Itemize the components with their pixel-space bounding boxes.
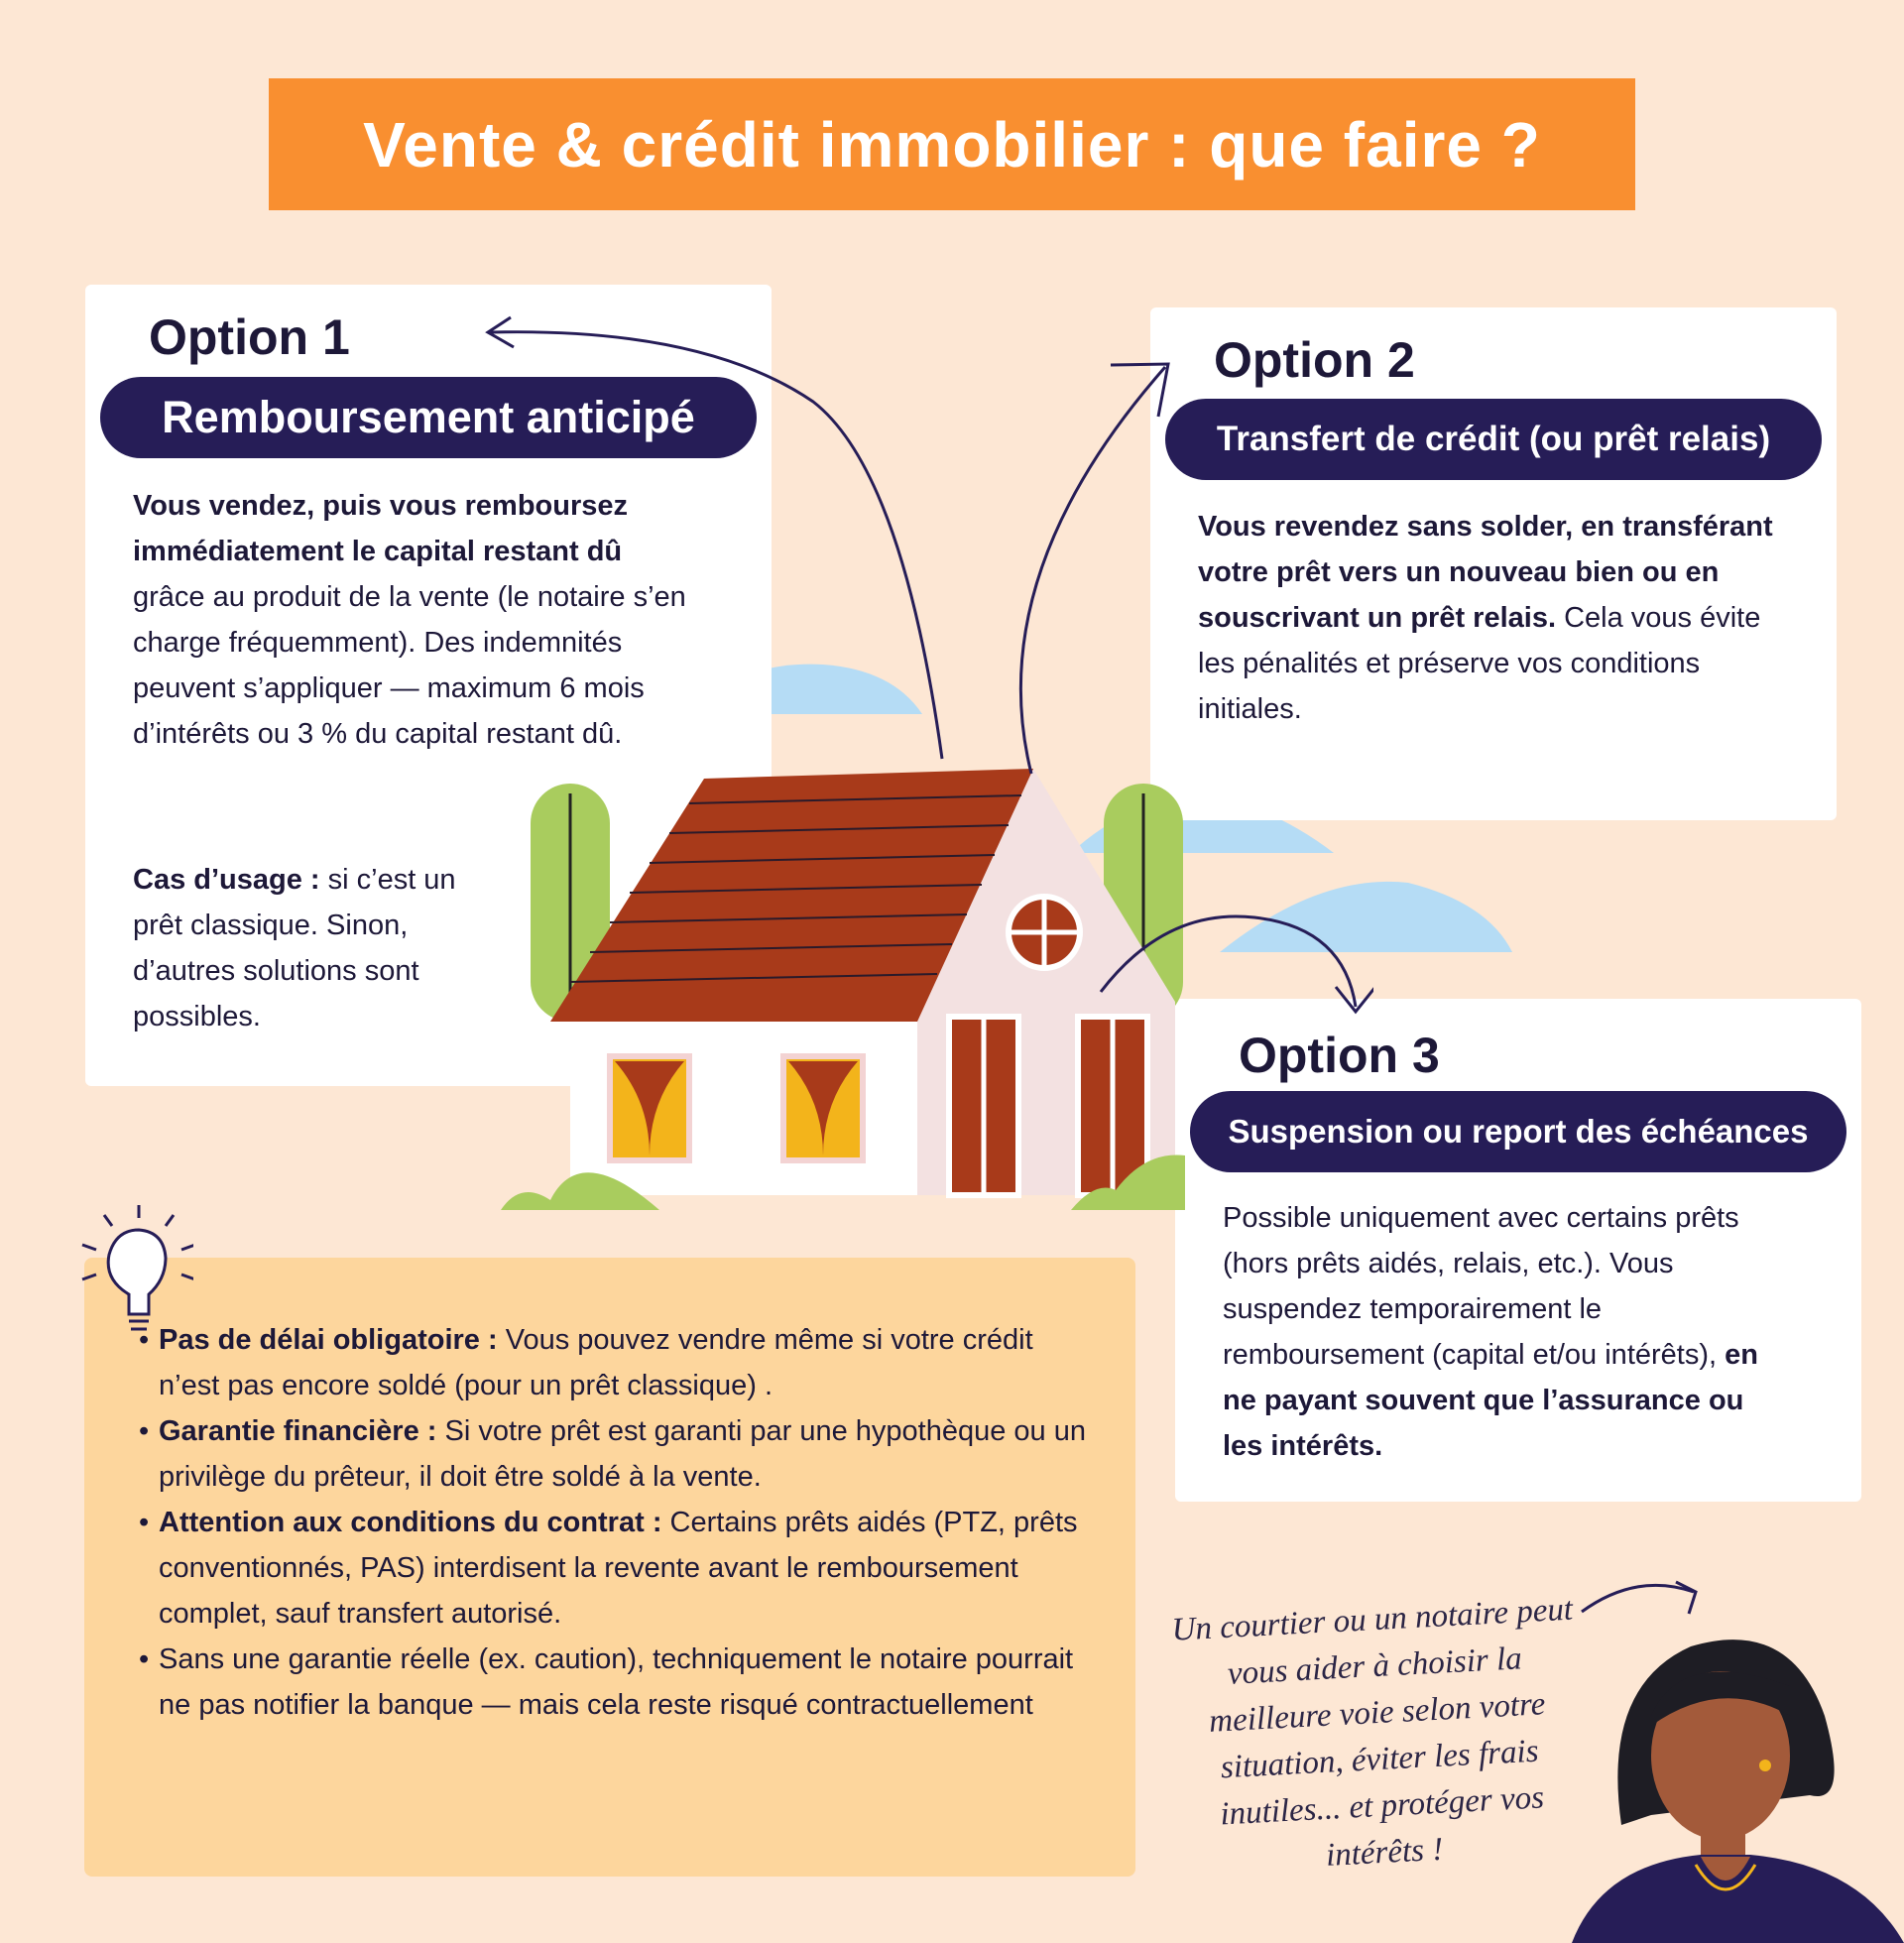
option-3-card (1175, 999, 1861, 1502)
option-3-pill: Suspension ou report des échéances (1190, 1091, 1846, 1172)
arrow-to-option-1 (476, 312, 952, 769)
lightbulb-icon (74, 1200, 193, 1339)
option-1-bold: Vous vendez, puis vous remboursez immédiatement le capital restant dû (133, 490, 629, 567)
advisor-illustration (1562, 1607, 1904, 1943)
arrow-to-option-3 (1096, 908, 1373, 1022)
use-case-label: Cas d’usage : (133, 864, 320, 896)
option-3-label: Option 3 (1239, 1028, 1440, 1083)
house-illustration (501, 764, 1185, 1210)
tips-box (84, 1258, 1135, 1877)
advisor-note: Un courtier ou un notaire peut vous aider à choisir la meilleure voie selon votre situation, éviter les frais inutiles... et protéger vos intérêts ! (1170, 1591, 1574, 1874)
option-1-rest: grâce au produit de la vente (le notaire s’en charge fréquemment). Des indemnités peuvent s’appliquer — maximum 6 mois d’intérêts ou 3 % du capital restant dû. (133, 581, 686, 750)
option-3-text (1223, 1195, 1788, 1469)
option-3-bold: en ne payant souvent que l’assurance ou les intérêts. (1223, 1339, 1758, 1462)
use-case-text: si c’est un prêt classique. Sinon, d’autres solutions sont possibles. (133, 864, 456, 1032)
option-2-bold: Vous revendez sans solder, en transférant votre prêt vers un nouveau bien ou en souscrivant un prêt relais. (1198, 511, 1773, 634)
option-3-rest: Possible uniquement avec certains prêts (hors prêts aidés, relais, etc.). Vous suspendez temporairement le remboursement (capital et/ou intérêts), (1223, 1202, 1739, 1371)
tip-item: • Pas de délai obligatoire : Vous pouvez vendre même si votre crédit n’est pas encore soldé (pour un prêt classique) . (139, 1317, 1091, 1408)
option-1-label: Option 1 (149, 309, 350, 365)
option-2-card (1150, 307, 1837, 820)
option-1-use-case (133, 857, 510, 1039)
tip-item: • Sans une garantie réelle (ex. caution), techniquement le notaire pourrait ne pas notifier la banque — mais cela reste risqué contractuellement (139, 1637, 1091, 1728)
option-1-pill: Remboursement anticipé (100, 377, 757, 458)
page-title: Vente & crédit immobilier : que faire ? (269, 78, 1635, 210)
tip-item: • Attention aux conditions du contrat : Certains prêts aidés (PTZ, prêts conventionnés, PAS) interdisent la revente avant le remboursement complet, sauf transfert autorisé. (139, 1500, 1091, 1637)
tip-item: • Garantie financière : Si votre prêt est garanti par une hypothèque ou un privilège du prêteur, il doit être soldé à la vente. (139, 1408, 1091, 1500)
option-2-pill: Transfert de crédit (ou prêt relais) (1165, 399, 1822, 480)
option-2-label: Option 2 (1214, 332, 1415, 388)
option-2-text (1198, 504, 1773, 732)
arrow-to-option-2 (1002, 357, 1180, 784)
option-2-rest: Cela vous évite les pénalités et préserve vos conditions initiales. (1198, 602, 1761, 725)
